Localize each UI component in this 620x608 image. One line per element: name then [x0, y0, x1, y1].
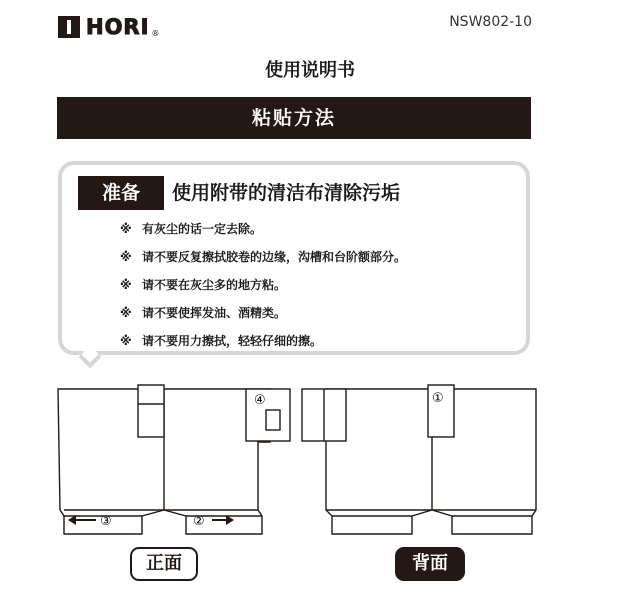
front-tab-3-label: ③: [100, 514, 112, 529]
front-top-tab: [138, 385, 164, 437]
back-tab-1-label: ①: [432, 391, 444, 406]
preparation-heading: 使用附带的清洁布清除污垢: [172, 182, 401, 204]
front-tab-2-label: ②: [193, 514, 205, 529]
caution-list: [120, 220, 406, 360]
registered-mark: ®: [151, 29, 160, 38]
list-item: ※ 请不要用力擦拭，轻轻仔细的擦。: [120, 334, 323, 348]
back-diagram: [302, 385, 536, 534]
list-item: ※ 有灰尘的话一定去除。: [120, 222, 263, 236]
brand-name: HORI: [86, 15, 150, 39]
film-diagram: [0, 380, 620, 540]
list-item: ※ 请不要在灰尘多的地方粘。: [120, 278, 287, 292]
section-banner: 粘贴方法: [57, 97, 531, 139]
logo-mark: [58, 16, 80, 38]
preparation-tag: 准备: [78, 176, 164, 210]
model-number: NSW802-10: [449, 14, 532, 30]
front-side-label: 正面: [130, 547, 198, 581]
front-tab-4-label: ④: [254, 393, 266, 408]
list-item: ※ 请不要反复擦拭胶卷的边缘，沟槽和台阶额部分。: [120, 250, 407, 264]
back-side-label: 背面: [395, 547, 465, 581]
document-title: 使用说明书: [265, 60, 355, 81]
hori-logo: [58, 14, 159, 40]
list-item: ※ 请不要使挥发油、酒精类。: [120, 306, 287, 320]
